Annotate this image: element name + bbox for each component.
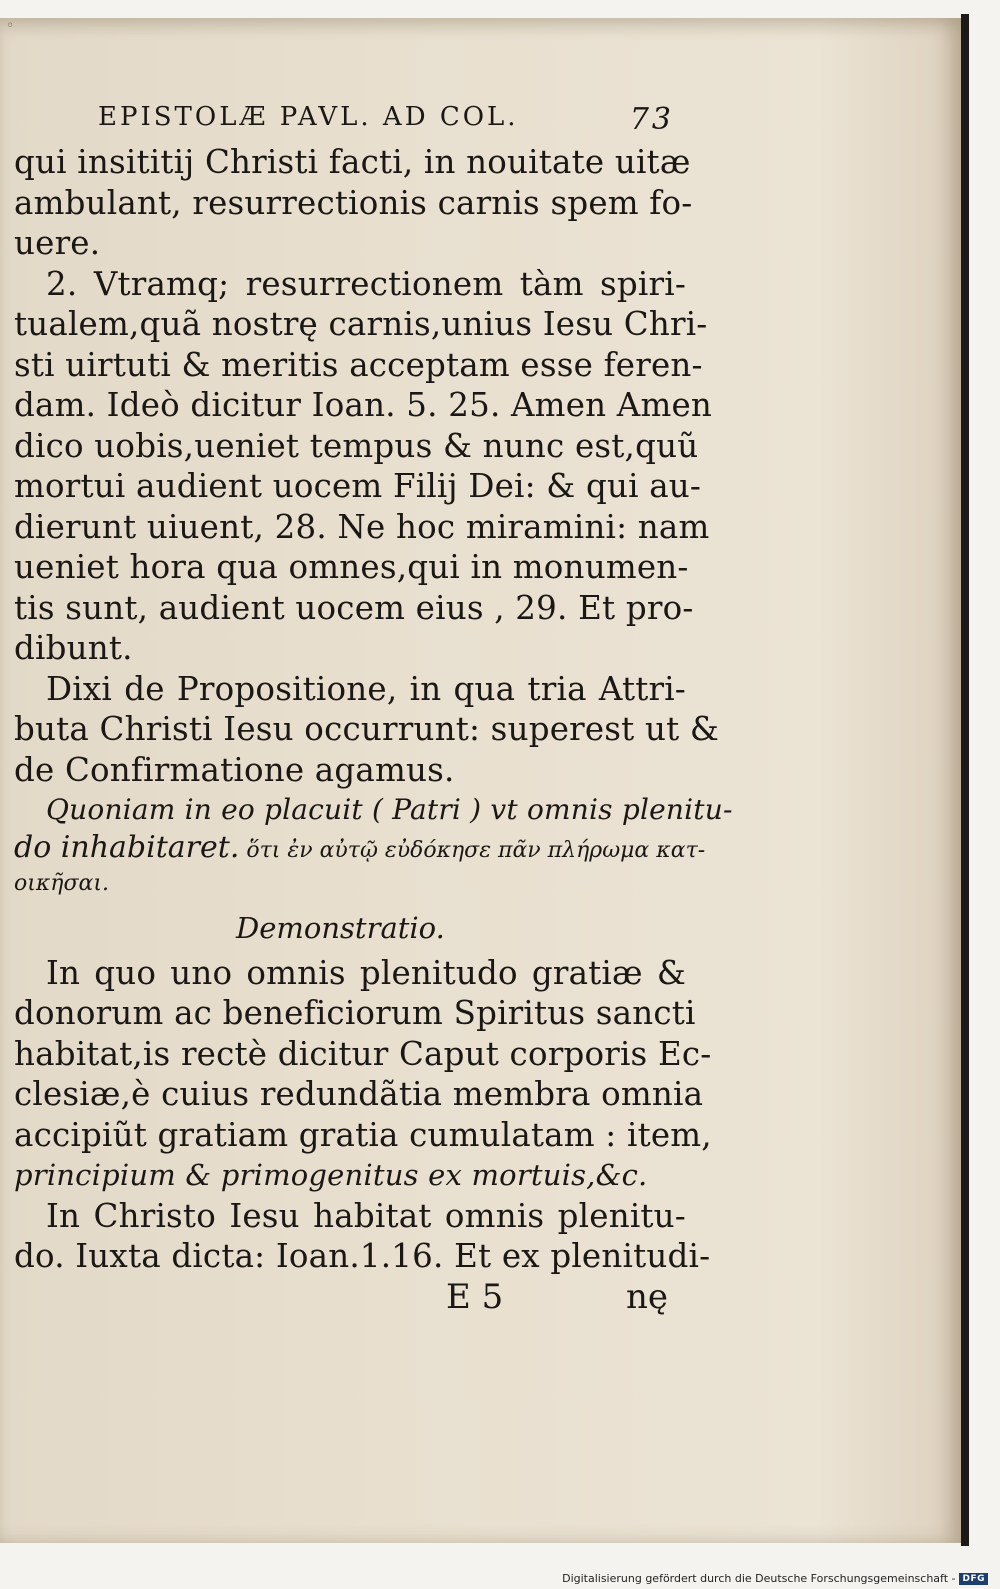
text-block [14, 98, 733, 1321]
footer-text: Digitalisierung gefördert durch die Deutsche Forschungsgemeinschaft - [562, 1572, 956, 1585]
corner-mark: ◦ [6, 18, 15, 34]
running-head [14, 98, 686, 142]
text-line: donorum ac beneficiorum Spiritus sancti [14, 994, 696, 1032]
catchword: nę [625, 1276, 668, 1317]
text-line: dibunt. [14, 629, 133, 667]
quote-greek: ὅτι ἐν αὐτῷ εὐδόκησε πᾶν πλήρωμα κατ- [246, 837, 706, 863]
text-line: ueniet hora qua omnes,qui in monumen- [14, 548, 689, 586]
quote-latin: do inhabitaret. [14, 829, 240, 865]
text-line: habitat,is rectè dicitur Caput corporis Ec- [14, 1034, 712, 1073]
catch-line [14, 1277, 686, 1321]
text-line: clesiæ,è cuius redundãtia membra omnia [14, 1075, 704, 1113]
text-line: sti uirtuti & meritis acceptam esse feren- [14, 345, 703, 384]
text-line: ambulant, resurrectionis carnis spem fo- [14, 183, 693, 222]
text-line: uere. [14, 224, 101, 262]
text-line: de Confirmatione agamus. [14, 750, 455, 789]
text-line: In Christo Iesu habitat omnis plenitu- [46, 1196, 686, 1235]
quote-greek-continuation: οικῆσαι. [14, 870, 109, 896]
text-line: buta Christi Iesu occurrunt: superest ut & [14, 710, 720, 748]
text-line: accipiũt gratiam gratia cumulatam : item, [14, 1115, 712, 1154]
italic-text-line: principium & primogenitus ex mortuis,&c. [14, 1158, 648, 1192]
text-line: 2. Vtramq; resurrectionem tàm spiri- [46, 264, 686, 303]
text-line: do. Iuxta dicta: Ioan.1.16. Et ex plenitudi- [14, 1237, 711, 1275]
section-heading: Demonstratio. [236, 910, 445, 945]
quote-line-greek [14, 829, 706, 867]
signature-mark: E 5 [446, 1276, 504, 1317]
page-number: 73 [629, 102, 674, 137]
book-page [0, 18, 969, 1543]
text-line: tualem,quã nostrę carnis,unius Iesu Chri- [14, 305, 708, 343]
digitization-footer [562, 1572, 988, 1585]
text-line: tis sunt, audient uocem eius , 29. Et pro- [14, 588, 694, 627]
text-line: dico uobis,ueniet tempus & nunc est,quũ [14, 426, 699, 465]
text-line: dam. Ideò dicitur Ioan. 5. 25. Amen Amen [14, 386, 713, 424]
quote-line: Quoniam in eo placuit ( Patri ) vt omnis plenitu- [46, 793, 733, 826]
running-head-title: EPISTOLÆ PAVL. AD COL. [98, 102, 519, 132]
text-line: In quo uno omnis plenitudo gratiæ & [46, 953, 686, 992]
dfg-logo: DFG [959, 1573, 988, 1585]
text-line: mortui audient uocem Filij Dei: & qui au- [14, 467, 702, 505]
text-line: Dixi de Propositione, in qua tria Attri- [46, 669, 686, 708]
text-line: qui insititij Christi facti, in nouitate uitæ [14, 143, 691, 181]
text-line: dierunt uiuent, 28. Ne hoc miramini: nam [14, 507, 710, 546]
